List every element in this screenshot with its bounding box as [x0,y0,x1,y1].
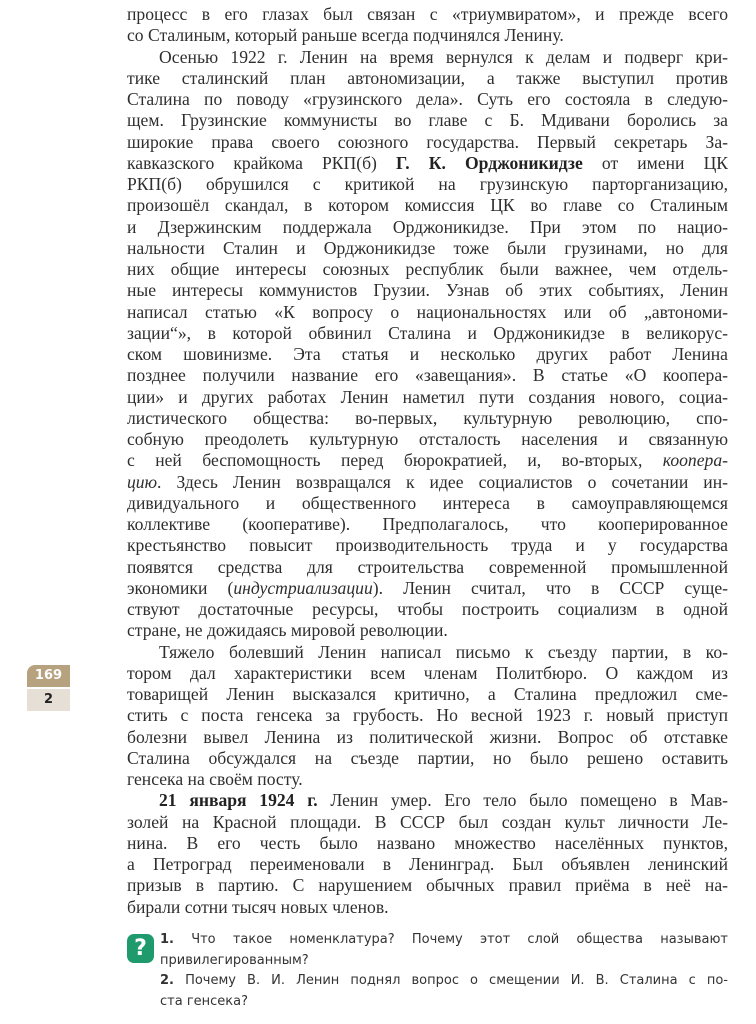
text-span: коллективе (кооперативе). Предполагалось, что кооперированное [127,514,728,534]
text-line [127,727,728,748]
text-span: ные интересы коммунистов Грузии. Узнав об этих событиях, Ленин [127,280,728,301]
bold-text: Г. К. Орджоникидзе [396,152,583,173]
text-span: от имени ЦК [582,152,728,173]
text-span: стране, не дожидаясь мировой революции. [127,620,448,641]
text-span: РКП(б) обрушился с критикой на грузинскую парторганизацию, [127,174,728,194]
text-span: ском шовинизме. Эта статья и несколько других работ Ленина [127,344,728,364]
text-line [127,174,728,195]
text-span: Ленин умер. Его тело было помещено в Мав- [317,790,728,811]
text-span: золей на Красной площади. В СССР был создан культ личности Ле- [127,811,728,832]
text-span: Тяжело болевший Ленин написал письмо к съезду партии, в ко- [159,641,728,662]
text-line [127,620,728,641]
question-text: ста генсека? [160,993,249,1009]
text-line [127,302,728,323]
text-line [127,705,728,726]
text-span: произошёл скандал, в котором комиссия ЦК во главе со Сталиным [127,195,728,216]
text-line [127,217,728,238]
text-line [127,535,728,556]
text-line [127,387,728,408]
text-line [127,514,728,535]
text-line [127,280,728,301]
text-span: ). Ленин считал, что в СССР суще- [372,577,728,598]
paragraph [127,4,728,47]
question-item [160,930,728,971]
text-line [127,238,728,259]
text-span: . Здесь Ленин возвращался к идее социалистов о сочетании ин- [157,471,728,492]
text-line [127,408,728,429]
question-line [160,971,728,992]
text-span: написал статью «К вопросу о национальностях или об „автономи- [127,301,728,322]
text-line [127,344,728,365]
text-line [127,790,728,811]
text-span: нальности Сталин и Орджоникидзе тоже были грузинами, но для [127,237,728,258]
text-line [127,769,728,790]
question-item [160,971,728,1012]
body-text [127,4,728,918]
text-line [127,47,728,68]
text-span: процесс в его глазах был связан с «триумвиратом», и прежде всего [127,4,728,24]
text-span: экономики ( [127,577,234,598]
text-line [127,833,728,854]
text-span: со Сталиным, который раньше всегда подчинялся Ленину. [127,25,564,46]
text-line [127,684,728,705]
question-number: 2. [160,973,174,988]
text-line [127,68,728,89]
text-line [127,89,728,110]
text-span: широкие права своего союзного государства. Первый секретарь За- [127,131,728,152]
text-line [127,557,728,578]
text-line [127,599,728,620]
text-span: тором дал характеристики всем членам Политбюро. О каждом из [127,662,728,683]
text-span: с ней беспомощность перед бюрократией, и, во-вторых, [127,450,663,471]
text-span: зации“», в которой обвинил Сталина и Орджоникидзе в великорус- [127,322,728,343]
text-span: призыв в партию. С нарушением обычных правил приёма в неё на- [127,875,728,896]
text-span: ции» и других работах Ленин наметил пути создания нового, социа- [127,386,728,407]
text-line [127,897,728,918]
chapter-number: 2 [27,689,70,711]
text-line [127,365,728,386]
text-span: тике сталинский план автономизации, а также выступил против [127,67,728,88]
paragraph [127,47,728,642]
text-line [127,642,728,663]
question-line [160,951,728,972]
text-span: товарищей Ленин высказался критично, а Сталина предложил сме- [127,684,728,704]
text-span: позднее получили название его «завещания». В статье «О коопера- [127,365,728,386]
text-line [127,429,728,450]
text-span: дивидуального и общественного интереса в самоуправляющемся [127,492,728,513]
text-line [127,4,728,25]
text-span: Сталина обсуждался на съезде партии, но было решено оставить [127,747,728,768]
text-span: кавказского крайкома РКП(б) [127,152,397,173]
text-line [127,259,728,280]
text-span: крестьянство повысит производительность труда и у государства [127,535,728,556]
text-line [127,748,728,769]
text-span: щем. Грузинские коммунисты во главе с Б. Мдивани боролись за [127,110,728,131]
text-line [127,812,728,833]
text-span: стить с поста генсека за грубость. Но весной 1923 г. новый приступ [127,705,728,726]
text-line [127,323,728,344]
page-number-badge [27,665,70,711]
text-line [127,854,728,875]
italic-text: индустриализации [233,577,373,598]
paragraph [127,642,728,791]
text-line [127,578,728,599]
text-line [127,110,728,131]
text-line [127,195,728,216]
text-span: собную преодолеть культурную отсталость населения и связанную [127,429,728,449]
bold-text: 21 января 1924 г. [159,790,318,811]
paragraph [127,790,728,918]
review-questions [127,930,728,1012]
text-span: листического общества: во-первых, культурную революцию, спо- [127,407,728,428]
question-number: 1. [160,932,174,947]
text-span: Осенью 1922 г. Ленин на время вернулся к делам и подверг кри- [159,46,728,67]
text-span: нина. В его честь было названо множество населённых пунктов, [127,832,728,853]
italic-text: цию [127,471,157,492]
page-number: 169 [27,665,70,687]
text-line [127,875,728,896]
question-line [160,930,728,951]
text-span: генсека на своём посту. [127,769,303,789]
text-span: бирали сотни тысяч новых членов. [127,896,389,917]
text-line [127,493,728,514]
text-span: появятся средства для строительства современной промышленной [127,556,728,577]
italic-text: коопера- [662,450,728,471]
text-span: а Петроград переименовали в Ленинград. Был объявлен ленинский [127,854,728,874]
text-span: Сталина по поводу «грузинского дела». Суть его состояла в следую- [127,89,728,109]
text-span: них общие интересы союзных республик были важнее, чем отдель- [127,259,728,279]
question-text: привилегированным? [160,952,309,968]
text-line [127,25,728,46]
text-line [127,132,728,153]
question-line [160,992,728,1013]
text-line [127,450,728,471]
text-span: болезни вывел Ленина из политической жизни. Вопрос об отставке [127,726,728,747]
text-span: и Дзержинским поддержала Орджоникидзе. При этом по нацио- [127,216,728,237]
text-line [127,472,728,493]
text-line [127,153,728,174]
text-span: ствуют достаточные ресурсы, чтобы построить социализм в одной [127,599,728,619]
question-mark-icon: ? [127,934,154,963]
question-text: Почему В. И. Ленин поднял вопрос о смещении И. В. Сталина с по- [185,973,729,988]
text-line [127,663,728,684]
question-text: Что такое номенклатура? Почему этот слой общества называют [191,932,728,947]
